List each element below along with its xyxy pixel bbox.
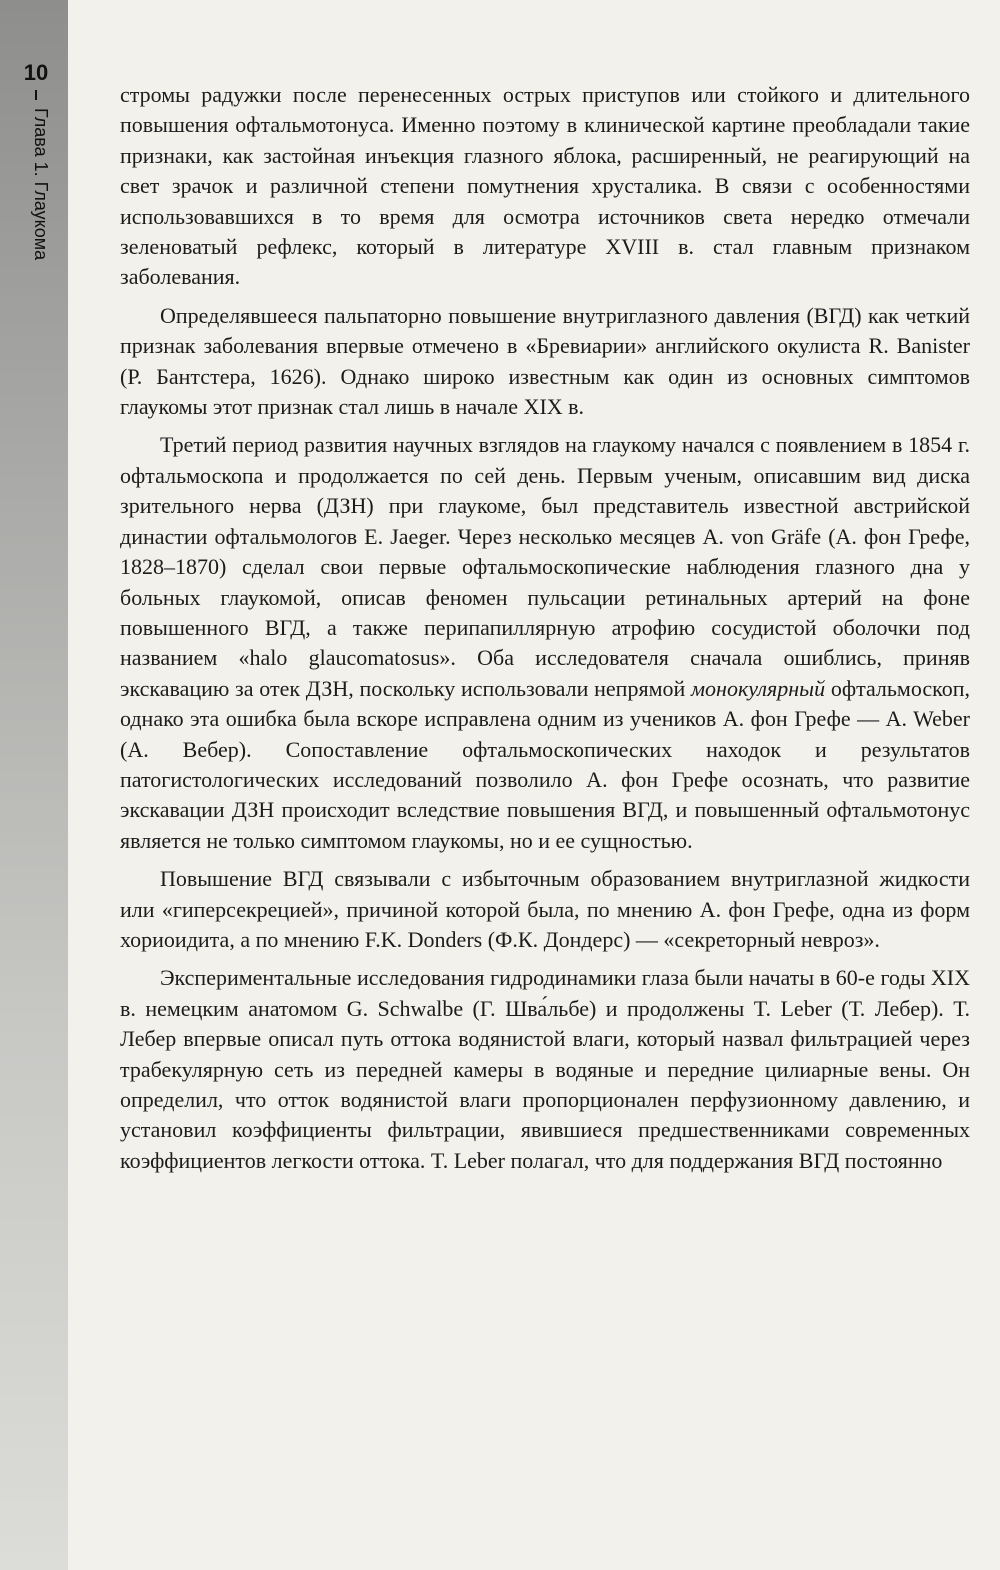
paragraph-3-italic-term: монокулярный [691,675,826,701]
paragraph-2: Определявшееся пальпаторно повышение внутриглазного давления (ВГД) как четкий признак заболевания впервые отмечено в «Бревиарии» английского окулиста R. Banister (Р. Бантстера, 1626). Однако широко известным как один из основных симптомов глаукомы этот признак стал лишь в начале XIX в. [120,302,970,420]
chapter-running-title: Глава 1. Глаукома [31,108,51,261]
paragraph-3-part-1: Третий период развития научных взглядов на глаукому начался с появлением в 1854 г. офтальмоскопа и продолжается по сей день. Первым ученым, описавшим вид диска зрительного нерва (ДЗН) при глаукоме, был представитель известной австрийской династии офтальмологов E. Jaeger. Через несколько месяцев A. von Gräfe (А. фон Грефе, 1828–1870) сделал свои первые офтальмоскопические наблюдения глазного дна у больных глаукомой, описав феномен пульсации ретинальных артерий на фоне повышенного ВГД, а также перипапиллярную атрофию сосудистой оболочки под названием «halo glaucomatosus». Оба исследователя сначала ошиблись, приняв экскавацию за отек ДЗН, поскольку использовали непрямой [120,432,970,701]
paragraph-3 [120,430,970,856]
page-number-divider [35,90,37,100]
page-number: 10 [23,60,49,85]
paragraph-5: Экспериментальные исследования гидродинамики глаза были начаты в 60-е годы XIX в. немецким анатомом G. Schwalbe (Г. Шва́льбе) и продолжены T. Leber (Т. Лебер). Т. Лебер впервые описал путь оттока водянистой влаги, который назвал фильтрацией через трабекулярную сеть из передней камеры в водяные и передние цилиарные вены. Он определил, что отток водянистой влаги пропорционален перфузионному давлению, и установил коэффициенты фильтрации, явившиеся предшественниками современных коэффициентов легкости оттока. T. Leber полагал, что для поддержания ВГД постоянно [120,965,970,1173]
body-text [120,80,970,1176]
paragraph-4: Повышение ВГД связывали с избыточным образованием внутриглазной жидкости или «гиперсекрецией», причиной которой была, по мнению А. фон Грефе, одна из форм хориоидита, а по мнению F.K. Donders (Ф.К. Дондерс) — «секреторный невроз». [120,866,970,952]
paragraph-3-part-2: офтальмоскоп, однако эта ошибка была вскоре исправлена одним из учеников А. фон Грефе — A. Weber (А. Вебер). Сопоставление офтальмоскопических находок и результатов патогистологических исследований позволило А. фон Грефе осознать, что развитие экскавации ДЗН происходит вследствие повышения ВГД, и повышенный офтальмотонус является не только симптомом глаукомы, но и ее сущностью. [120,675,971,853]
paragraph-1: стромы радужки после перенесенных острых приступов или стойкого и длительного повышения офтальмотонуса. Именно поэтому в клинической картине преобладали такие признаки, как застойная инъекция глазного яблока, расширенный, не реагирующий на свет зрачок и различной степени помутнения хрусталика. В связи с особенностями использовавшихся в то время для осмотра источников света нередко отмечали зеленоватый рефлекс, который в литературе XVIII в. стал главным признаком заболевания. [120,82,970,290]
